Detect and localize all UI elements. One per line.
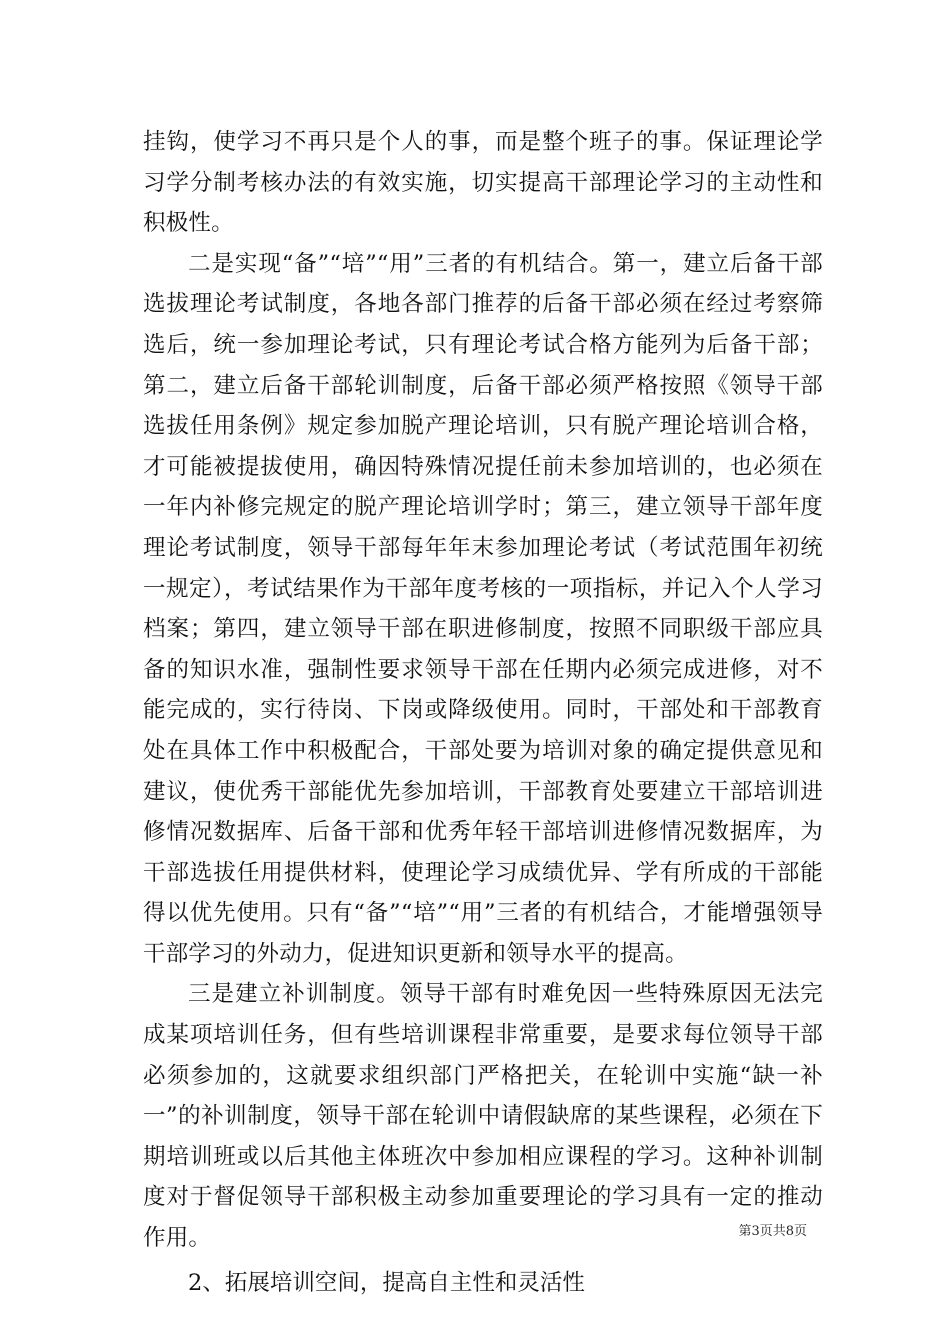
paragraph-continuation: 挂钩，使学习不再只是个人的事，而是整个班子的事。保证理论学习学分制考核办法的有效实施，切实提高干部理论学习的主动性和积极性。 (143, 129, 823, 237)
section-heading: 2、拓展培训空间，提高自主性和灵活性 (188, 1269, 585, 1296)
document-body (143, 122, 823, 1303)
paragraph-bei-pei-yong: 二是实现“备”“培”“用”三者的有机结合。第一，建立后备干部选拔理论考试制度，各地各部门推荐的后备干部必须在经过考察筛选后，统一参加理论考试，只有理论考试合格方能列为后备干部；第二，建立后备干部轮训制度，后备干部必须严格按照《领导干部选拔任用条例》规定参加脱产理论培训，只有脱产理论培训合格，才可能被提拔使用，确因特殊情况提任前未参加培训的，也必须在一年内补修完规定的脱产理论培训学时；第三，建立领导干部年度理论考试制度，领导干部每年年末参加理论考试（考试范围年初统一规定），考试结果作为干部年度考核的一项指标，并记入个人学习档案；第四，建立领导干部在职进修制度，按照不同职级干部应具备的知识水准，强制性要求领导干部在任期内必须完成进修，对不能完成的，实行待岗、下岗或降级使用。同时，干部处和干部教育处在具体工作中积极配合，干部处要为培训对象的确定提供意见和建议，使优秀干部能优先参加培训，干部教育处要建立干部培训进修情况数据库、后备干部和优秀年轻干部培训进修情况数据库，为干部选拔任用提供材料，使理论学习成绩优异、学有所成的干部能得以优先使用。只有“备”“培”“用”三者的有机结合，才能增强领导干部学习的外动力，促进知识更新和领导水平的提高。 (143, 250, 823, 967)
page-number-footer: 第3页共8页 (738, 1224, 807, 1239)
paragraph-bu-xun: 三是建立补训制度。领导干部有时难免因一些特殊原因无法完成某项培训任务，但有些培训课程非常重要，是要求每位领导干部必须参加的，这就要求组织部门严格把关，在轮训中实施“缺一补一”的补训制度，领导干部在轮训中请假缺席的某些课程，必须在下期培训班或以后其他主体班次中参加相应课程的学习。这种补训制度对于督促领导干部积极主动参加重要理论的学习具有一定的推动作用。 (143, 981, 823, 1252)
